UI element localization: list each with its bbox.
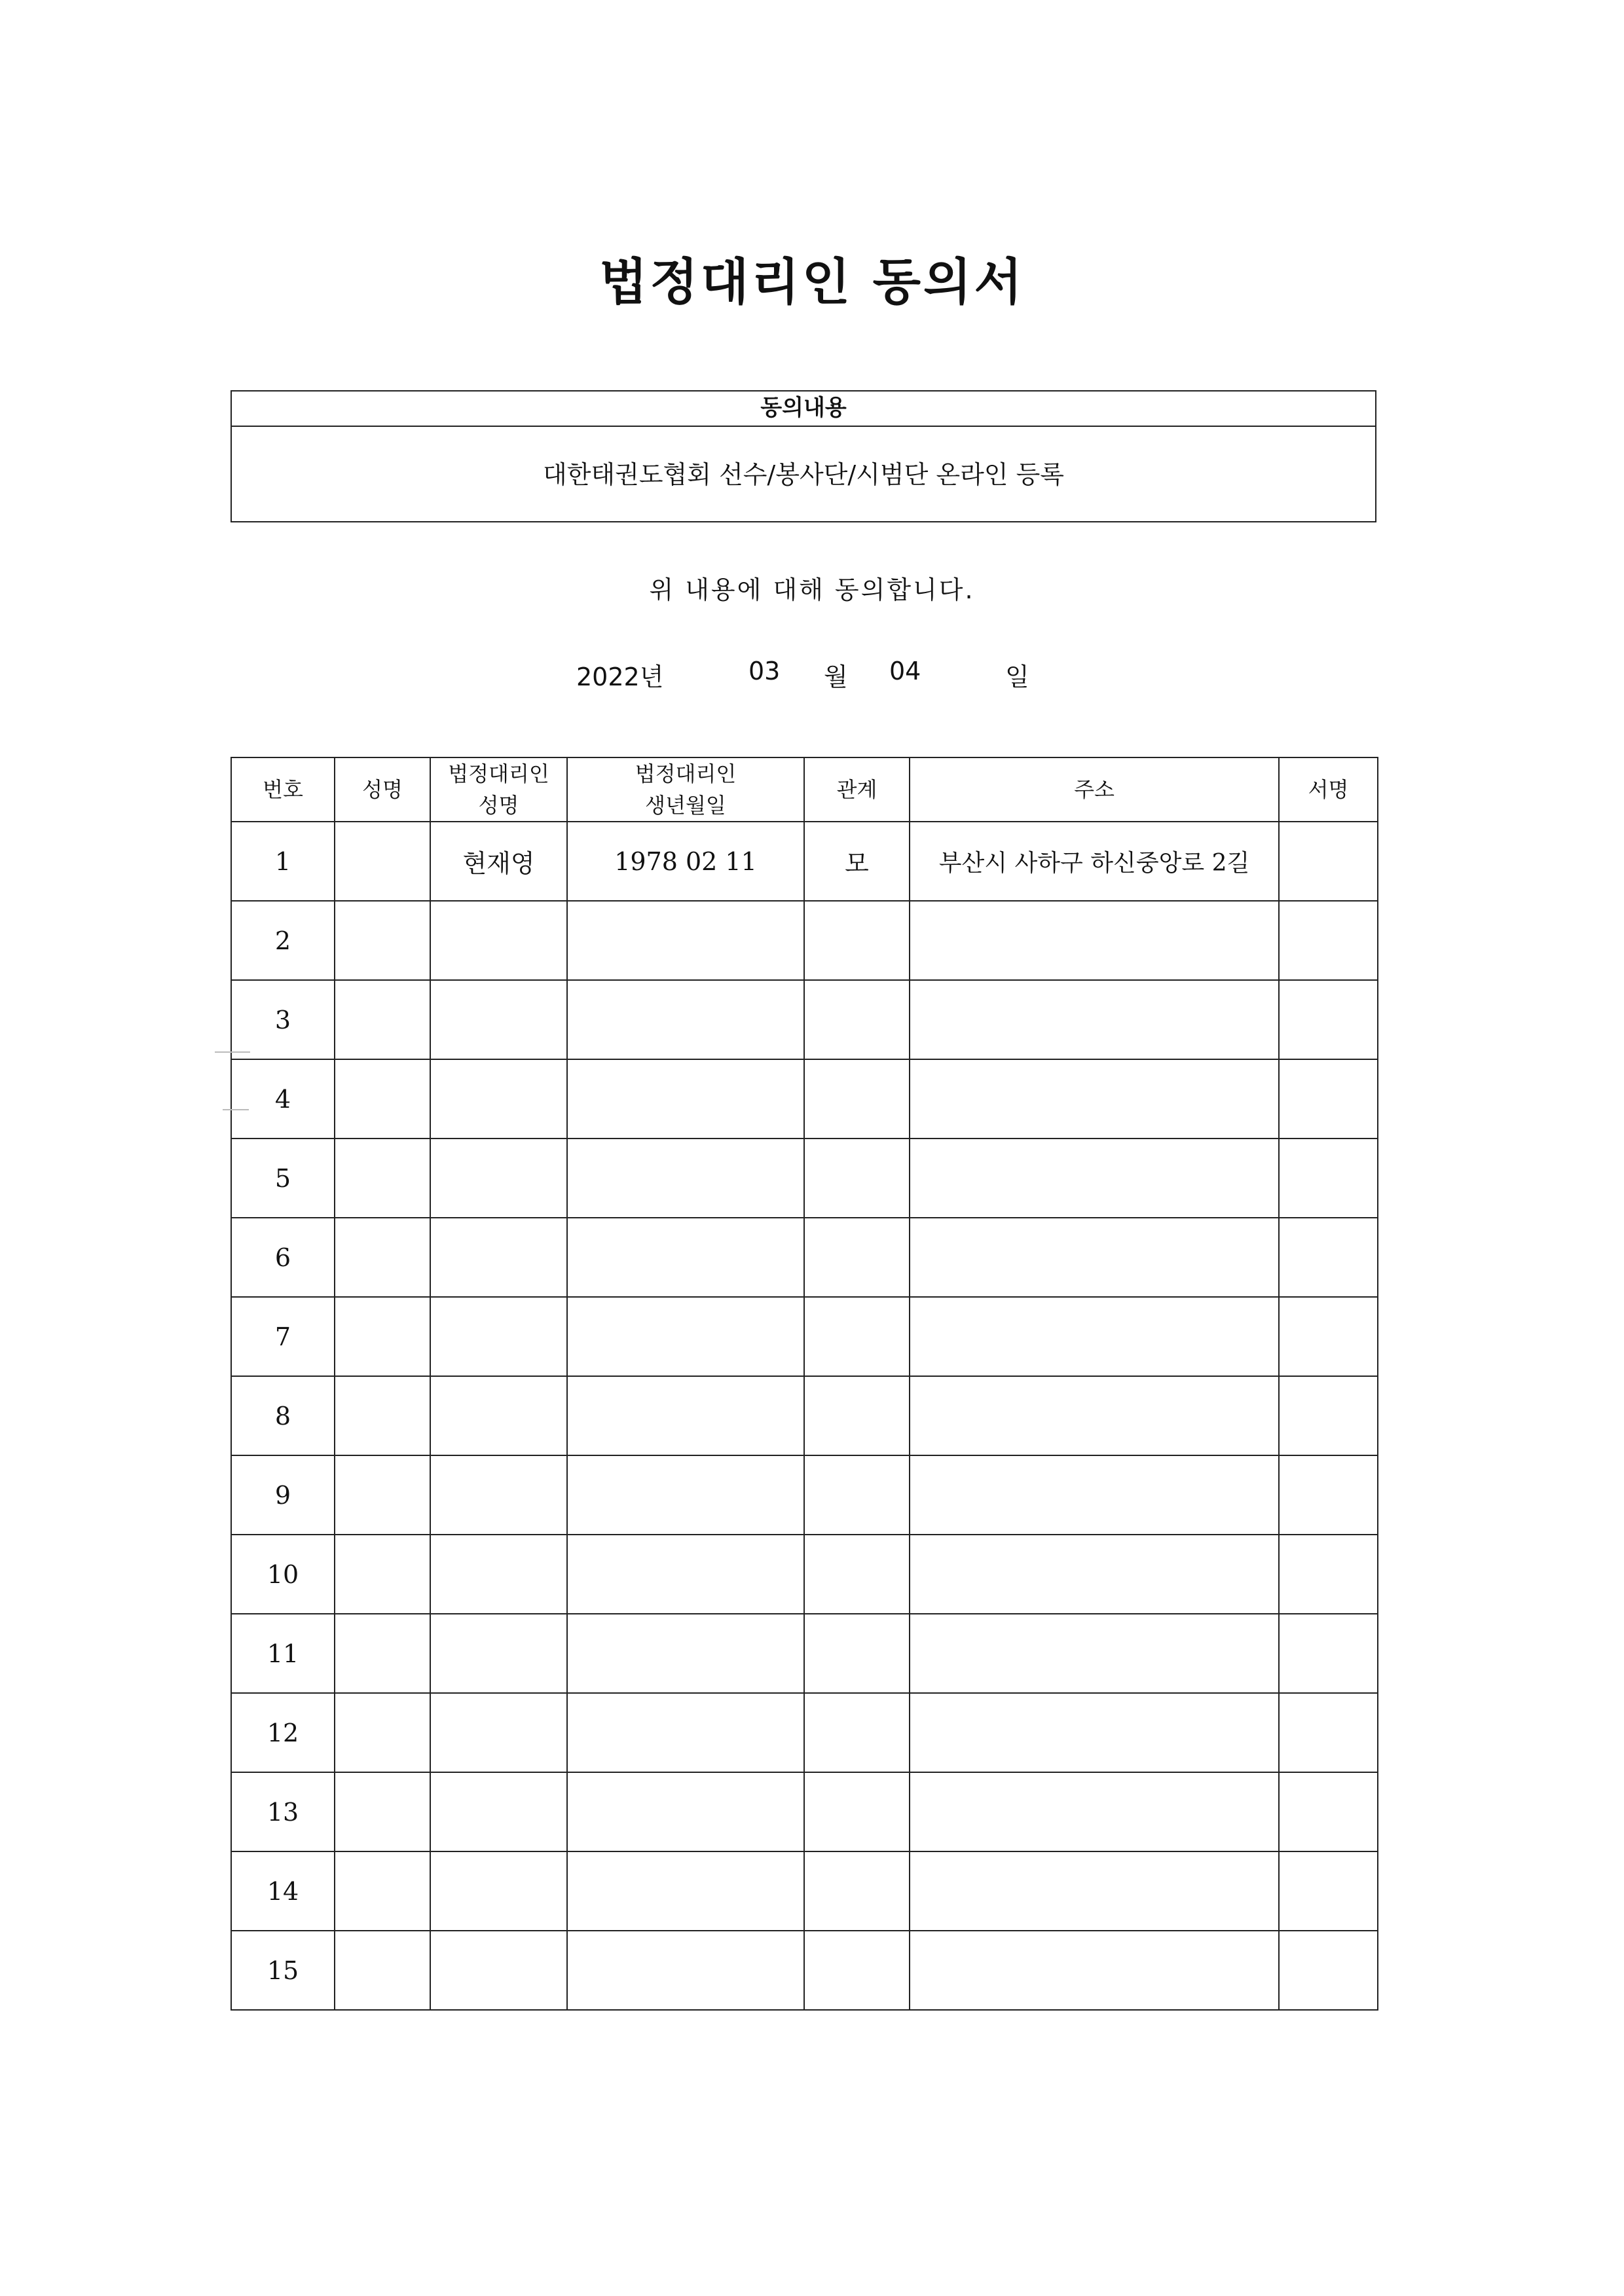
cell-guardian-name: [430, 1455, 567, 1535]
cell-number: 7: [231, 1297, 335, 1376]
cell-relation: [804, 1218, 910, 1297]
cell-name: [335, 1772, 430, 1851]
header-guardian-name-line2: 성명: [478, 793, 519, 818]
cell-number: 11: [231, 1614, 335, 1693]
cell-guardian-birth: [567, 1693, 804, 1772]
cell-number: 14: [231, 1851, 335, 1931]
cell-signature: [1279, 822, 1378, 901]
cell-number: 2: [231, 901, 335, 980]
agreement-statement: 위 내용에 대해 동의합니다.: [649, 575, 975, 604]
cell-guardian-birth: [567, 1376, 804, 1455]
header-guardian-birth-line2: 생년월일: [645, 793, 726, 818]
cell-signature: [1279, 1218, 1378, 1297]
cell-guardian-birth: [567, 901, 804, 980]
consent-content-header: 동의내용: [232, 392, 1375, 427]
cell-address: [910, 1139, 1279, 1218]
cell-relation: 모: [804, 822, 910, 901]
cell-address: 부산시 사하구 하신중앙로 2길: [910, 822, 1279, 901]
cell-address: [910, 1693, 1279, 1772]
cell-signature: [1279, 1614, 1378, 1693]
cell-name: [335, 1059, 430, 1139]
table-row: [231, 1218, 1378, 1297]
date-month-unit: 월: [824, 663, 848, 691]
cell-number: 5: [231, 1139, 335, 1218]
header-guardian-name-line1: 법정대리인: [448, 761, 549, 786]
cell-number: 15: [231, 1931, 335, 2010]
table-row: [231, 1693, 1378, 1772]
cell-guardian-name: [430, 1851, 567, 1931]
cell-number: 6: [231, 1218, 335, 1297]
cell-relation: [804, 1535, 910, 1614]
cell-relation: [804, 1772, 910, 1851]
header-guardian-birth: [567, 757, 804, 822]
cell-guardian-name: [430, 980, 567, 1059]
cell-name: [335, 1218, 430, 1297]
cell-guardian-birth: [567, 1218, 804, 1297]
cell-guardian-name: [430, 901, 567, 980]
table-row: [231, 1455, 1378, 1535]
cell-signature: [1279, 1059, 1378, 1139]
header-signature: 서명: [1279, 757, 1378, 822]
cell-name: [335, 1297, 430, 1376]
cell-address: [910, 1851, 1279, 1931]
date-day-unit: 일: [1005, 663, 1029, 691]
table-row: [231, 1772, 1378, 1851]
cell-guardian-birth: [567, 1455, 804, 1535]
cell-signature: [1279, 1931, 1378, 2010]
cell-address: [910, 1059, 1279, 1139]
cell-guardian-name: [430, 1297, 567, 1376]
cell-guardian-name: [430, 1139, 567, 1218]
header-name: 성명: [335, 757, 430, 822]
cell-signature: [1279, 1139, 1378, 1218]
cell-address: [910, 1772, 1279, 1851]
cell-name: [335, 1376, 430, 1455]
cell-name: [335, 1931, 430, 2010]
cell-relation: [804, 980, 910, 1059]
table-row: [231, 1139, 1378, 1218]
cell-guardian-birth: [567, 1059, 804, 1139]
cell-address: [910, 1931, 1279, 2010]
cell-signature: [1279, 1772, 1378, 1851]
cell-guardian-birth: [567, 1535, 804, 1614]
header-guardian-birth-line1: 법정대리인: [635, 761, 737, 786]
cell-number: 9: [231, 1455, 335, 1535]
cell-guardian-name: [430, 1931, 567, 2010]
cell-guardian-name: 현재영: [430, 822, 567, 901]
table-row: [231, 1931, 1378, 2010]
cell-relation: [804, 1059, 910, 1139]
cell-guardian-name: [430, 1059, 567, 1139]
cell-relation: [804, 1297, 910, 1376]
cell-number: 12: [231, 1693, 335, 1772]
cell-address: [910, 1376, 1279, 1455]
cell-name: [335, 980, 430, 1059]
date-month: 03: [748, 657, 781, 685]
cell-relation: [804, 1614, 910, 1693]
consent-content-body: 대한태권도협회 선수/봉사단/시범단 온라인 등록: [542, 460, 1064, 489]
table-row: [231, 1297, 1378, 1376]
cell-guardian-birth: [567, 1851, 804, 1931]
header-address: 주소: [910, 757, 1279, 822]
cell-guardian-birth: [567, 1297, 804, 1376]
header-guardian-name: [430, 757, 567, 822]
cell-number: 1: [231, 822, 335, 901]
table-row: [231, 1614, 1378, 1693]
page-title: 법정대리인 동의서: [599, 253, 1025, 311]
cell-signature: [1279, 1376, 1378, 1455]
consent-content-box: [231, 390, 1376, 522]
cell-address: [910, 1455, 1279, 1535]
cell-guardian-name: [430, 1218, 567, 1297]
cell-signature: [1279, 1297, 1378, 1376]
cell-name: [335, 822, 430, 901]
guardian-roster-table: [231, 757, 1378, 2011]
cell-guardian-name: [430, 1376, 567, 1455]
table-row: [231, 1535, 1378, 1614]
date-day: 04: [889, 657, 921, 685]
cell-number: 4: [231, 1059, 335, 1139]
cell-guardian-name: [430, 1535, 567, 1614]
table-body: [231, 822, 1378, 2010]
cell-address: [910, 980, 1279, 1059]
cell-guardian-birth: [567, 1614, 804, 1693]
cell-relation: [804, 1455, 910, 1535]
table-row: [231, 1376, 1378, 1455]
cell-name: [335, 1851, 430, 1931]
table-row: [231, 822, 1378, 901]
cell-relation: [804, 1851, 910, 1931]
cell-relation: [804, 1693, 910, 1772]
cell-guardian-birth: [567, 1139, 804, 1218]
cell-relation: [804, 1376, 910, 1455]
cell-number: 10: [231, 1535, 335, 1614]
table-header-row: [231, 757, 1378, 822]
cell-address: [910, 1535, 1279, 1614]
cell-relation: [804, 1139, 910, 1218]
header-relation: 관계: [804, 757, 910, 822]
cell-address: [910, 1297, 1279, 1376]
cell-address: [910, 1218, 1279, 1297]
date-year: 2022년: [576, 663, 664, 691]
cell-guardian-name: [430, 1614, 567, 1693]
table-row: [231, 1059, 1378, 1139]
cell-guardian-name: [430, 1772, 567, 1851]
cell-number: 8: [231, 1376, 335, 1455]
cell-name: [335, 1139, 430, 1218]
cell-signature: [1279, 1851, 1378, 1931]
cell-name: [335, 1455, 430, 1535]
cell-signature: [1279, 901, 1378, 980]
cell-guardian-birth: [567, 980, 804, 1059]
cell-guardian-birth: 1978 02 11: [567, 822, 804, 901]
cell-address: [910, 1614, 1279, 1693]
cell-signature: [1279, 1693, 1378, 1772]
cell-relation: [804, 901, 910, 980]
cell-name: [335, 901, 430, 980]
scan-speck: [215, 1051, 250, 1053]
cell-signature: [1279, 1455, 1378, 1535]
cell-name: [335, 1614, 430, 1693]
cell-relation: [804, 1931, 910, 2010]
cell-guardian-birth: [567, 1931, 804, 2010]
cell-guardian-birth: [567, 1772, 804, 1851]
cell-number: 3: [231, 980, 335, 1059]
table-row: [231, 1851, 1378, 1931]
header-number: 번호: [231, 757, 335, 822]
cell-signature: [1279, 980, 1378, 1059]
cell-name: [335, 1693, 430, 1772]
cell-signature: [1279, 1535, 1378, 1614]
scan-speck: [223, 1109, 249, 1110]
cell-guardian-name: [430, 1693, 567, 1772]
table-row: [231, 980, 1378, 1059]
cell-name: [335, 1535, 430, 1614]
table-row: [231, 901, 1378, 980]
cell-address: [910, 901, 1279, 980]
cell-number: 13: [231, 1772, 335, 1851]
